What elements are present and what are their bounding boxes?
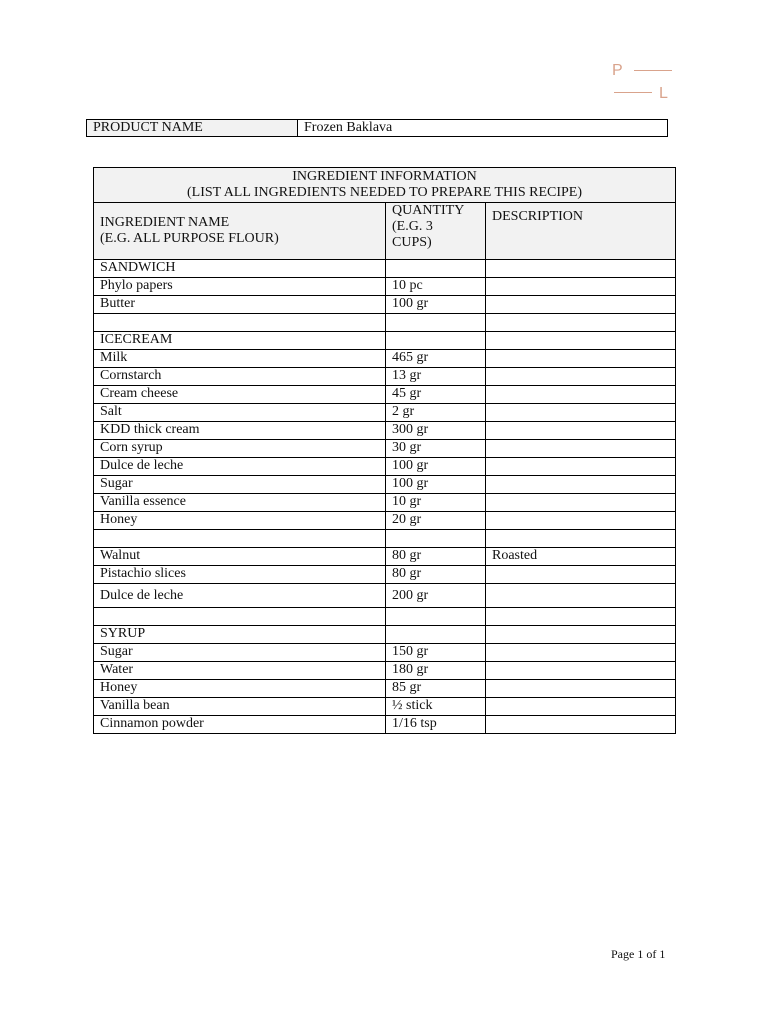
ingredient-desc-cell <box>486 662 676 680</box>
ingredient-qty-cell: 100 gr <box>386 296 486 314</box>
ingredient-name-cell: Water <box>94 662 386 680</box>
ingredient-desc-cell <box>486 494 676 512</box>
table-row <box>94 332 676 350</box>
ingredient-qty-cell <box>386 530 486 548</box>
table-row <box>94 644 676 662</box>
table-row <box>94 386 676 404</box>
ingredient-qty-cell <box>386 608 486 626</box>
product-name-label: PRODUCT NAME <box>87 120 298 137</box>
title-line-1: INGREDIENT INFORMATION <box>292 169 477 184</box>
ingredient-name-cell: Dulce de leche <box>94 458 386 476</box>
ingredient-name-cell: KDD thick cream <box>94 422 386 440</box>
ingredient-name-cell: Milk <box>94 350 386 368</box>
header-quantity <box>386 203 486 260</box>
header-ingredient-name <box>94 203 386 260</box>
table-row <box>94 584 676 608</box>
ingredient-name-cell: Sugar <box>94 476 386 494</box>
header-description <box>486 203 676 260</box>
table-row <box>94 350 676 368</box>
ingredient-qty-cell: 80 gr <box>386 566 486 584</box>
ingredient-name-cell: Dulce de leche <box>94 584 386 608</box>
ingredient-qty-cell: 180 gr <box>386 662 486 680</box>
ingredient-desc-cell <box>486 278 676 296</box>
ingredient-name-cell: Corn syrup <box>94 440 386 458</box>
ingredient-name-cell <box>94 608 386 626</box>
ingredient-desc-cell <box>486 716 676 734</box>
ingredient-desc-cell <box>486 608 676 626</box>
header-name-line-2: (E.G. ALL PURPOSE FLOUR) <box>100 231 279 246</box>
ingredient-name-cell: ICECREAM <box>94 332 386 350</box>
ingredient-desc-cell <box>486 530 676 548</box>
ingredient-qty-cell: 150 gr <box>386 644 486 662</box>
ingredient-desc-cell <box>486 566 676 584</box>
ingredient-desc-cell <box>486 458 676 476</box>
ingredient-name-cell: Sugar <box>94 644 386 662</box>
table-row <box>94 458 676 476</box>
table-row <box>94 626 676 644</box>
ingredient-name-cell: Phylo papers <box>94 278 386 296</box>
ingredient-desc-cell <box>486 698 676 716</box>
ingredient-qty-cell: 20 gr <box>386 512 486 530</box>
ingredient-desc-cell <box>486 404 676 422</box>
ingredient-qty-cell: 10 pc <box>386 278 486 296</box>
title-line-2: (LIST ALL INGREDIENTS NEEDED TO PREPARE THIS RECIPE) <box>187 185 582 200</box>
ingredient-name-cell: Salt <box>94 404 386 422</box>
ingredient-qty-cell: 30 gr <box>386 440 486 458</box>
ingredient-qty-cell: 200 gr <box>386 584 486 608</box>
table-row <box>94 440 676 458</box>
ingredient-qty-cell: 10 gr <box>386 494 486 512</box>
product-name-table <box>86 119 668 137</box>
table-row <box>94 662 676 680</box>
ingredient-name-cell: Cinnamon powder <box>94 716 386 734</box>
logo-line-top <box>634 70 672 71</box>
table-row <box>94 608 676 626</box>
ingredient-desc-cell <box>486 314 676 332</box>
ingredient-desc-cell <box>486 386 676 404</box>
table-row <box>94 422 676 440</box>
page-number: Page 1 of 1 <box>611 947 666 961</box>
ingredient-table-title <box>94 168 676 203</box>
table-row <box>94 296 676 314</box>
ingredient-name-cell: Cream cheese <box>94 386 386 404</box>
ingredient-desc-cell: Roasted <box>486 548 676 566</box>
ingredient-desc-cell <box>486 512 676 530</box>
ingredient-name-cell: Pistachio slices <box>94 566 386 584</box>
ingredient-qty-cell: ½ stick <box>386 698 486 716</box>
logo-letter-top: P <box>612 62 623 79</box>
ingredient-name-cell: Walnut <box>94 548 386 566</box>
table-row <box>94 530 676 548</box>
ingredient-name-cell <box>94 530 386 548</box>
ingredient-desc-cell <box>486 626 676 644</box>
logo-letter-bottom: L <box>659 85 668 102</box>
ingredient-qty-cell <box>386 260 486 278</box>
ingredient-desc-cell <box>486 422 676 440</box>
product-name-value: Frozen Baklava <box>298 120 668 137</box>
table-row <box>94 278 676 296</box>
table-row <box>94 698 676 716</box>
ingredient-name-cell: Vanilla bean <box>94 698 386 716</box>
ingredient-qty-cell <box>386 332 486 350</box>
logo-line-bottom <box>614 92 652 93</box>
header-qty-line-3: CUPS) <box>392 235 432 250</box>
ingredient-desc-cell <box>486 440 676 458</box>
ingredient-qty-cell: 80 gr <box>386 548 486 566</box>
header-qty-line-1: QUANTITY <box>392 203 465 218</box>
ingredient-qty-cell: 465 gr <box>386 350 486 368</box>
ingredient-qty-cell: 100 gr <box>386 458 486 476</box>
ingredient-name-cell: SYRUP <box>94 626 386 644</box>
table-row <box>94 566 676 584</box>
logo <box>612 62 674 102</box>
ingredient-qty-cell: 100 gr <box>386 476 486 494</box>
table-row <box>94 260 676 278</box>
header-qty-line-2: (E.G. 3 <box>392 219 433 234</box>
header-name-line-1: INGREDIENT NAME <box>100 215 230 230</box>
ingredient-qty-cell: 85 gr <box>386 680 486 698</box>
table-row <box>94 494 676 512</box>
ingredient-table <box>93 167 676 734</box>
ingredient-desc-cell <box>486 476 676 494</box>
ingredient-desc-cell <box>486 296 676 314</box>
table-row <box>94 716 676 734</box>
ingredient-desc-cell <box>486 644 676 662</box>
ingredient-name-cell: Cornstarch <box>94 368 386 386</box>
ingredient-desc-cell <box>486 680 676 698</box>
ingredient-name-cell <box>94 314 386 332</box>
ingredient-name-cell: Butter <box>94 296 386 314</box>
ingredient-qty-cell: 2 gr <box>386 404 486 422</box>
table-row <box>94 368 676 386</box>
ingredient-name-cell: Vanilla essence <box>94 494 386 512</box>
table-row <box>94 314 676 332</box>
ingredient-desc-cell <box>486 368 676 386</box>
ingredient-qty-cell: 13 gr <box>386 368 486 386</box>
table-row <box>94 548 676 566</box>
ingredient-desc-cell <box>486 584 676 608</box>
table-row <box>94 512 676 530</box>
ingredient-qty-cell: 1/16 tsp <box>386 716 486 734</box>
ingredient-qty-cell <box>386 626 486 644</box>
ingredient-qty-cell <box>386 314 486 332</box>
table-row <box>94 404 676 422</box>
ingredient-desc-cell <box>486 350 676 368</box>
ingredient-qty-cell: 45 gr <box>386 386 486 404</box>
ingredient-desc-cell <box>486 260 676 278</box>
ingredient-name-cell: Honey <box>94 512 386 530</box>
ingredient-desc-cell <box>486 332 676 350</box>
table-row <box>94 476 676 494</box>
table-row <box>94 680 676 698</box>
ingredient-name-cell: Honey <box>94 680 386 698</box>
ingredient-name-cell: SANDWICH <box>94 260 386 278</box>
ingredient-qty-cell: 300 gr <box>386 422 486 440</box>
header-desc-text: DESCRIPTION <box>492 209 584 224</box>
